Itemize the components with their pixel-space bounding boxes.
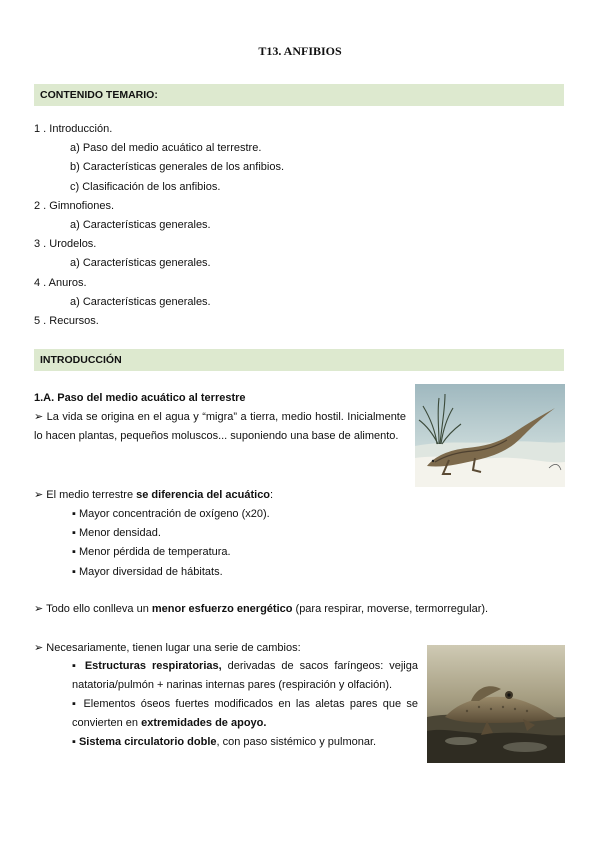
intro-heading: INTRODUCCIÓN [40,354,122,366]
list-item: ▪ Menor densidad. [72,527,161,540]
changes-list [72,657,418,752]
toc-item: b) Características generales de los anfibios. [70,161,284,174]
paragraph-changes: ➢ Necesariamente, tienen lugar una serie de cambios: [34,642,301,654]
toc-item: a) Paso del medio acuático al terrestre. [70,142,262,155]
bold-text-run: se diferencia del acuático [136,489,271,501]
paragraph-energy [34,600,488,619]
text-run: (para respirar, moverse, termorregular). [292,603,489,615]
list-item-circulatory [72,733,418,752]
paragraph-origin: ➢ La vida se origina en el agua y “migra” a tierra, medio hostil. Inicialmente lo hacen plantas, pequeños moluscos... suponiendo una base de alimento. [34,411,406,442]
list-item-respiratory [72,657,418,695]
table-of-contents [34,120,284,331]
text-run: : [270,489,274,501]
toc-item: a) Características generales. [70,295,211,308]
toc-item: 1 . Introducción. [34,123,113,135]
toc-item: c) Clasificación de los anfibios. [70,180,221,193]
early-tetrapod-illustration [415,384,565,487]
section-1a [34,389,406,446]
toc-item: a) Características generales. [70,219,211,232]
contents-heading: CONTENIDO TEMARIO: [40,89,158,101]
list-item: ▪ Menor pérdida de temperatura. [72,546,231,559]
bold-text-run: extremidades de apoyo. [141,717,267,729]
toc-item: a) Características generales. [70,257,211,270]
toc-item: 4 . Anuros. [34,276,87,289]
bold-text-run: menor esfuerzo energético [151,603,293,615]
text-run: derivadas de sacos faríngeos: vejiga natatoria/pulmón + narinas internas pares (respiración y olfación). [72,660,418,691]
list-item: ▪ Mayor diversidad de hábitats. [72,565,223,578]
differences-list [72,505,270,582]
intro-heading-band [34,349,564,371]
text-run: , con paso sistémico y pulmonar. [216,736,377,748]
contents-heading-band [34,84,564,106]
section-subheading: 1.A. Paso del medio acuático al terrestre [34,392,246,404]
mudskipper-photo [427,645,565,763]
bold-text-run: ▪ Sistema circulatorio doble [72,736,217,748]
toc-item: 3 . Urodelos. [34,238,97,251]
text-run: ➢ Todo ello conlleva un [34,603,152,615]
toc-item: 2 . Gimnofiones. [34,199,115,212]
list-item: ▪ Mayor concentración de oxígeno (x20). [72,508,270,520]
bold-text-run: ▪ Estructuras respiratorias, [72,660,222,672]
toc-item: 5 . Recursos. [34,315,99,328]
list-item-limbs [72,695,418,733]
text-run: ▪ Elementos óseos fuertes modificados en las aletas pares que se convierten en [72,698,418,729]
paragraph-terrestrial [34,486,273,505]
document-title: T13. ANFIBIOS [258,44,342,58]
text-run: ➢ El medio terrestre [34,489,137,501]
